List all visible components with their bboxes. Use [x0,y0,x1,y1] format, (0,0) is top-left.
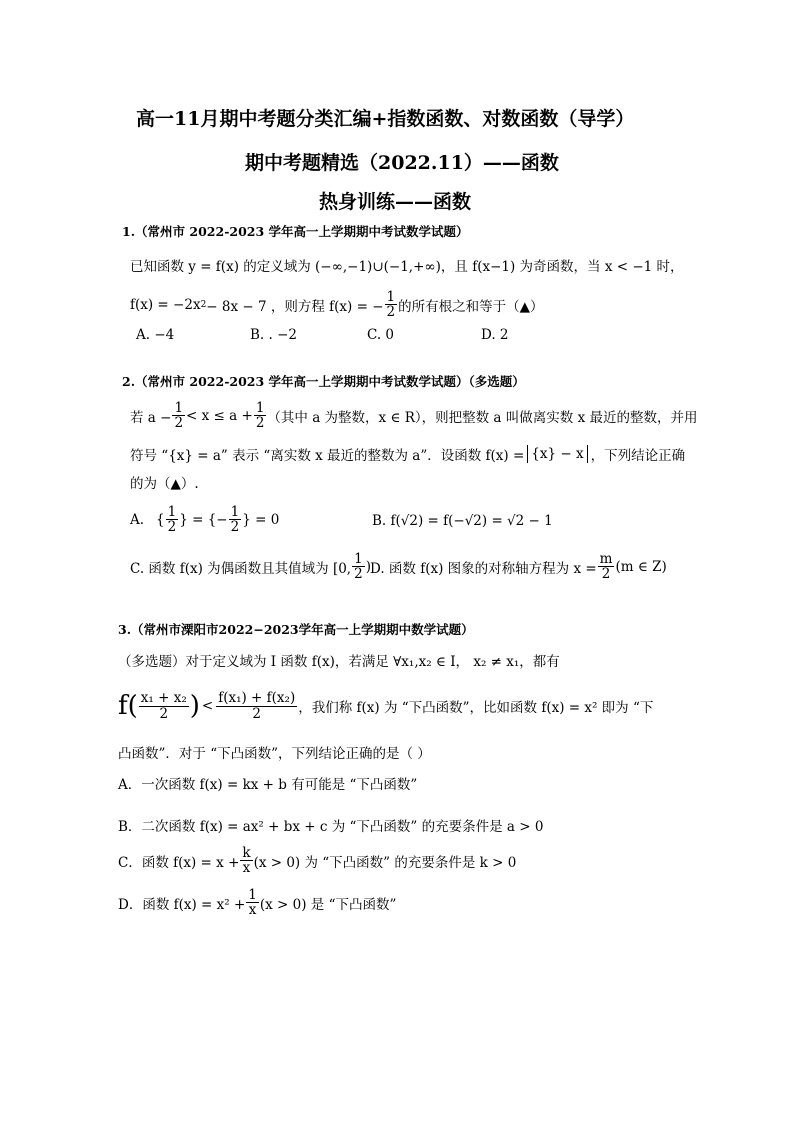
q2-optA-f2-num: 1 [230,504,240,520]
q3-optD-part-b: (x > 0) 是 “下凸函数” [259,896,397,913]
q2-optD-part-a: D. 函数 f(x) 图象的对称轴方程为 x = [370,560,597,577]
q2-optA-fraction-1 [166,505,179,534]
q2-half-fraction-1 [172,401,185,430]
q2-line1-part-c: （其中 a 为整数，x ∈ R），则把整数 a 叫做离实数 x 最近的整数，并用 [267,409,698,426]
question-1-header: 1.（常州市 2022-2023 学年高一上学期期中考试数学试题） [122,224,469,239]
q2-optA-part-c: } = 0 [242,511,280,528]
q2-optA-f2-den: 2 [230,519,240,536]
q1-line2-part-c: 的所有根之和等于（▲） [398,298,544,315]
q3-rhs-num: f(x₁) + f(x₂) [218,690,296,707]
q3-line2-tail: ，我们称 f(x) 为 “下凸函数”，比如函数 f(x) = x² 即为 “下 [298,700,654,716]
q3-f-symbol: f [118,691,128,721]
q1-line2-part-b: − 8x − 7 ，则方程 f(x) = − [206,298,384,315]
q3-optC-part-b: (x > 0) 为 “下凸函数” 的充要条件是 k > 0 [253,854,517,871]
q2-optA-label: A. [130,511,145,528]
q3-left-paren: ( [127,691,138,721]
q3-right-paren: ) [189,691,200,721]
question-1-line-2 [130,290,544,319]
q2-optD-den: 2 [601,566,611,583]
q3-optC-fraction [240,846,252,875]
question-2-header: 2.（常州市 2022-2023 学年高一上学期期中考试数学试题）（多选题） [122,374,525,389]
q2-line2-part-b: {x} − x [531,446,584,462]
q2-optC-fraction [352,552,365,581]
q3-optC-den: x [242,860,251,877]
question-2-option-b: B. f(√2) = f(−√2) = √2 − 1 [372,513,553,529]
question-3-line-2 [118,691,653,721]
q2-optA-part-b: } = {− [179,511,228,528]
q2-half2-num: 1 [255,400,265,416]
q1-line2-part-a: f(x) = −2x [130,296,201,313]
abs-bar-right [587,445,588,463]
question-3-option-b: B．二次函数 f(x) = ax² + bx + c 为 “下凸函数” 的充要条件是 a > 0 [118,819,544,835]
question-3-option-c [118,846,516,875]
q3-optD-den: x [248,902,257,919]
q3-optD-fraction [246,888,259,917]
q3-optC-part-a: C．函数 f(x) = x + [118,854,240,871]
q2-half1-num: 1 [174,400,184,416]
q1-half-num: 1 [386,289,396,305]
q3-rhs-fraction [216,691,297,720]
q2-optA-part-a: { [156,511,165,528]
q2-optD-num: m [599,551,613,567]
q2-optC-part-a: C. 函数 f(x) 为偶函数且其值域为 [0, [130,560,352,577]
page-title: 高一11月期中考题分类汇编+指数函数、对数函数（导学） [136,108,635,130]
q3-optD-part-a: D．函数 f(x) = x² + [118,896,246,913]
q2-half-fraction-2 [254,401,267,430]
question-1-option-a: A. −4 [136,327,175,343]
q2-optC-part-b: ) [365,558,371,575]
q2-optD-part-b: (m ∈ Z) [615,558,667,575]
q2-line1-part-a: 若 a − [130,409,172,426]
q2-line2-part-c: ，下列结论正确 [590,448,686,464]
question-2-line-3: 的为（▲）. [130,476,199,492]
page-subtitle: 期中考题精选（2022.11）——函数 [245,152,559,174]
question-1-option-b: B. . −2 [250,327,297,343]
q2-optD-fraction [598,552,615,581]
q2-optA-f1-num: 1 [167,504,177,520]
abs-bar-left [527,445,528,463]
q1-half-den: 2 [386,304,396,321]
q2-optC-num: 1 [354,551,363,567]
question-2-line-1 [130,401,697,430]
q1-half-fraction [385,290,398,319]
question-3-line-3: 凸函数”．对于 “下凸函数”，下列结论正确的是（ ） [118,746,431,762]
q3-optD-num: 1 [248,887,257,903]
q3-less-than: < [201,698,214,714]
section-title: 热身训练——函数 [319,191,472,213]
q2-optA-fraction-2 [229,505,242,534]
question-3-header: 3.（常州市溧阳市2022−2023学年高一上学期期中数学试题） [118,622,474,637]
q2-half2-den: 2 [255,415,265,432]
question-2-option-a [130,505,279,534]
question-2-option-c [130,552,371,581]
question-2-line-2 [130,444,685,464]
question-1-option-d: D. 2 [481,327,509,343]
question-1-option-c: C. 0 [367,327,395,343]
q1-square: 2 [200,299,207,310]
question-2-option-d [370,552,667,581]
question-1-line-1: 已知函数 y = f(x) 的定义域为 (−∞,−1)∪(−1,+∞)，且 f(x−1) 为奇函数，当 x < −1 时， [130,259,684,275]
q3-rhs-den: 2 [252,705,261,722]
q3-lhs-den: 2 [159,705,169,722]
q2-line2-part-a: 符号 “{x} = a” 表示 “离实数 x 最近的整数为 a”．设函数 f(x) = [130,448,525,464]
question-3-option-d [118,888,396,917]
q2-half1-den: 2 [174,415,184,432]
question-3-line-1: （多选题）对于定义域为 I 函数 f(x)，若满足 ∀x₁,x₂ ∈ I， x₂ ≠ x₁，都有 [118,654,560,670]
question-3-option-a: A．一次函数 f(x) = kx + b 有可能是 “下凸函数” [118,777,418,793]
q2-line1-part-b: < x ≤ a + [186,407,253,424]
q2-optC-den: 2 [354,566,363,583]
q2-optA-f1-den: 2 [167,519,177,536]
q3-lhs-num: x₁ + x₂ [140,690,187,707]
q3-optC-num: k [242,845,251,861]
q3-lhs-fraction [139,691,189,720]
